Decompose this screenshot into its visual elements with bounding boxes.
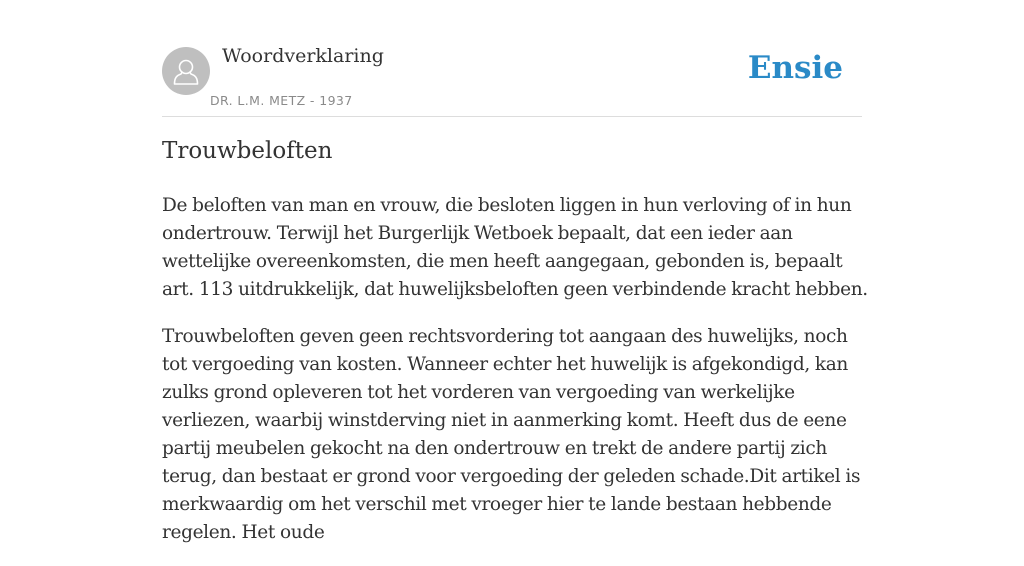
source-header [162, 0, 862, 117]
article-paragraph: De beloften van man en vrouw, die besloten liggen in hun verloving of in hun ondertrouw. Terwijl het Burgerlijk Wetboek bepaalt, dat een ieder aan wettelijke overeenkomsten, die men heeft aangegaan, gebonden is, bepaalt art. 113 uitdrukkelijk, dat huwelijksbeloften geen verbindende kracht hebben. [162, 195, 868, 300]
ensie-logo[interactable]: Ensie [747, 50, 843, 86]
source-author-year: DR. L.M. METZ - 1937 [210, 93, 353, 108]
article-paragraph: Trouwbeloften geven geen rechtsvordering tot aangaan des huwelijks, noch tot vergoeding van kosten. Wanneer echter het huwelijk is afgekondigd, kan zulks grond opleveren tot het vorderen van vergoeding van werkelijke verliezen, waarbij winstderving niet in aanmerking komt. Heeft dus de eene partij meubelen gekocht na den ondertrouw en trekt de andere partij zich terug, dan bestaat er grond voor vergoeding der geleden schade.Dit artikel is merkwaardig om het verschil met vroeger hier te lande bestaan hebbende regelen. Het oude [162, 326, 861, 543]
article-body [162, 192, 874, 566]
author-avatar[interactable] [162, 47, 210, 95]
source-title-link[interactable]: Woordverklaring [222, 45, 384, 67]
article-title: Trouwbeloften [162, 138, 333, 164]
user-outline-icon [162, 47, 210, 95]
